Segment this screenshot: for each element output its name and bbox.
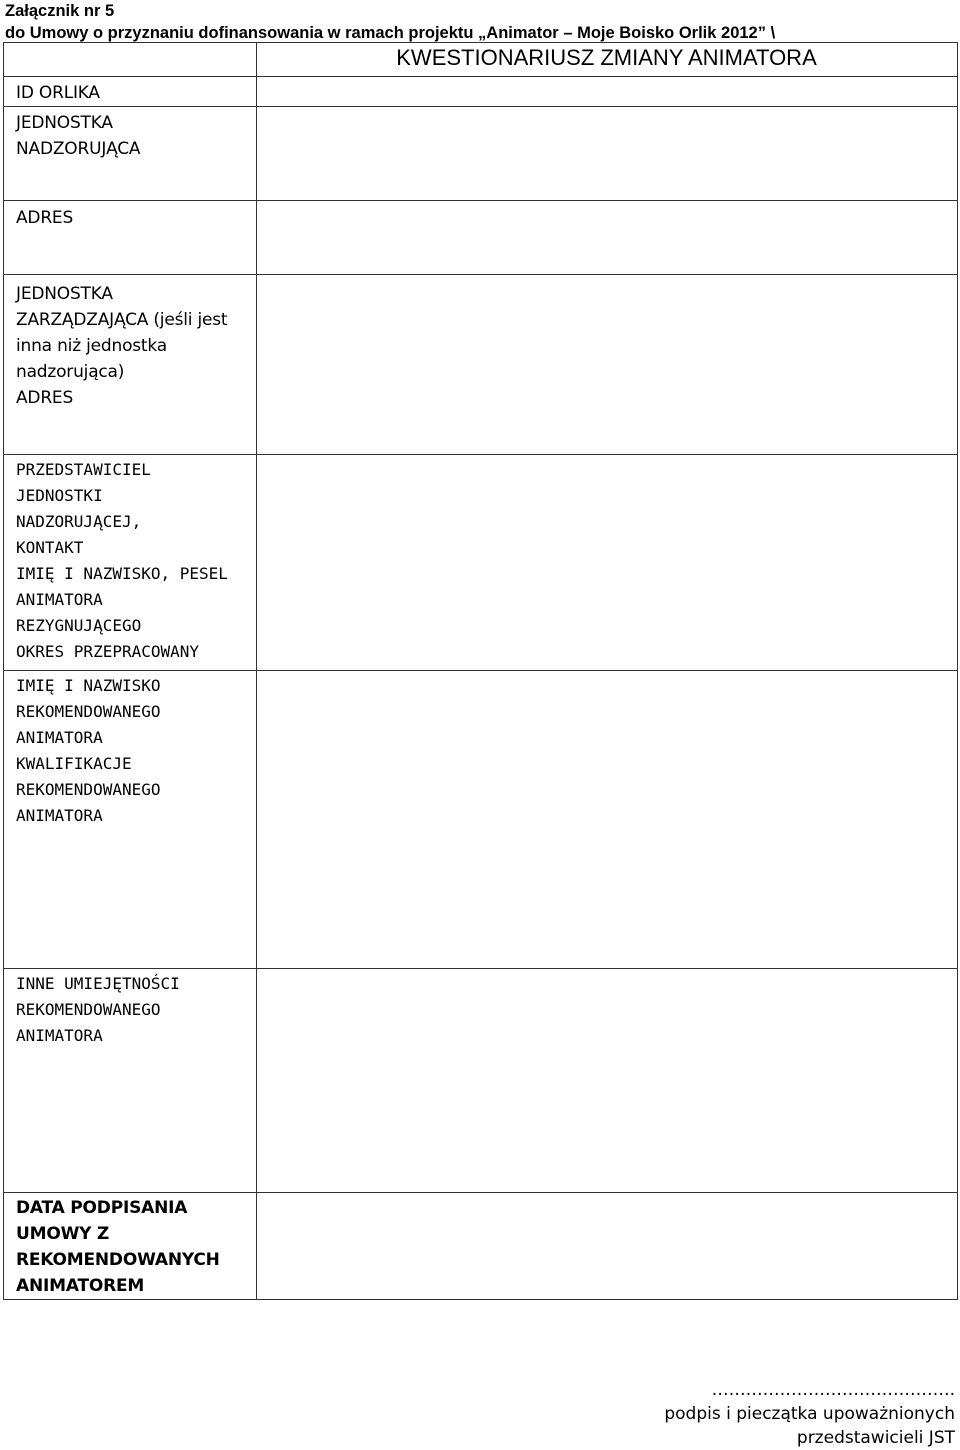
table-row-przedstawiciel (4, 455, 958, 671)
field-data-podpisania[interactable] (257, 1193, 958, 1300)
table-row-jednostka-zarzadzajaca (4, 275, 958, 455)
attachment-number: Załącznik nr 5 (5, 2, 115, 20)
table-row-id-orlika (4, 77, 958, 107)
field-adres[interactable] (257, 201, 958, 275)
label-jednostka-zarzadzajaca: JEDNOSTKA ZARZĄDZAJĄCA (jeśli jest inna niż jednostka nadzorująca) ADRES (16, 284, 228, 408)
signature-block (655, 1378, 955, 1450)
questionnaire-table (3, 42, 958, 1300)
field-rekomendowany-animator[interactable] (257, 671, 958, 969)
label-cell-jednostka-zarzadzajaca (4, 275, 257, 455)
field-id-orlika[interactable] (257, 77, 958, 107)
field-przedstawiciel[interactable] (257, 455, 958, 671)
signature-dots: ……………………………………. (711, 1380, 955, 1400)
table-row-data-podpisania (4, 1193, 958, 1300)
document-header (5, 0, 955, 44)
label-cell-przedstawiciel (4, 455, 257, 671)
field-jednostka-nadzorujaca[interactable] (257, 107, 958, 201)
table-row-jednostka-nadzorujaca (4, 107, 958, 201)
title-row-empty-cell (4, 43, 257, 77)
label-cell-adres (4, 201, 257, 275)
label-id-orlika: ID ORLIKA (16, 83, 100, 103)
label-przedstawiciel: PRZEDSTAWICIEL JEDNOSTKI NADZORUJĄCEJ, KONTAKT IMIĘ I NAZWISKO, PESEL ANIMATORA REZYGNUJĄCEGO OKRES PRZEPRACOWANY (16, 460, 228, 661)
label-cell-inne-umiejetnosci (4, 969, 257, 1193)
label-cell-id-orlika (4, 77, 257, 107)
signature-caption-line2: przedstawicieli JST (796, 1428, 955, 1448)
label-rekomendowany-animator: IMIĘ I NAZWISKO REKOMENDOWANEGO ANIMATORA KWALIFIKACJE REKOMENDOWANEGO ANIMATORA (16, 676, 161, 825)
field-inne-umiejetnosci[interactable] (257, 969, 958, 1193)
table-row-adres (4, 201, 958, 275)
label-inne-umiejetnosci: INNE UMIEJĘTNOŚCI REKOMENDOWANEGO ANIMATORA (16, 974, 180, 1045)
form-title: KWESTIONARIUSZ ZMIANY ANIMATORA (396, 45, 817, 70)
label-adres: ADRES (16, 208, 74, 228)
label-data-podpisania: DATA PODPISANIA UMOWY Z REKOMENDOWANYCH ANIMATOREM (16, 1198, 220, 1296)
label-jednostka-nadzorujaca: JEDNOSTKA NADZORUJĄCA (16, 113, 141, 159)
table-row-rekomendowany-animator (4, 671, 958, 969)
attachment-description: do Umowy o przyznaniu dofinansowania w ramach projektu „Animator – Moje Boisko Orlik 2012” \ (5, 24, 776, 42)
field-jednostka-zarzadzajaca[interactable] (257, 275, 958, 455)
label-cell-jednostka-nadzorujaca (4, 107, 257, 201)
label-cell-rekomendowany-animator (4, 671, 257, 969)
signature-caption-line1: podpis i pieczątka upoważnionych (664, 1404, 955, 1424)
table-row-inne-umiejetnosci (4, 969, 958, 1193)
label-cell-data-podpisania (4, 1193, 257, 1300)
